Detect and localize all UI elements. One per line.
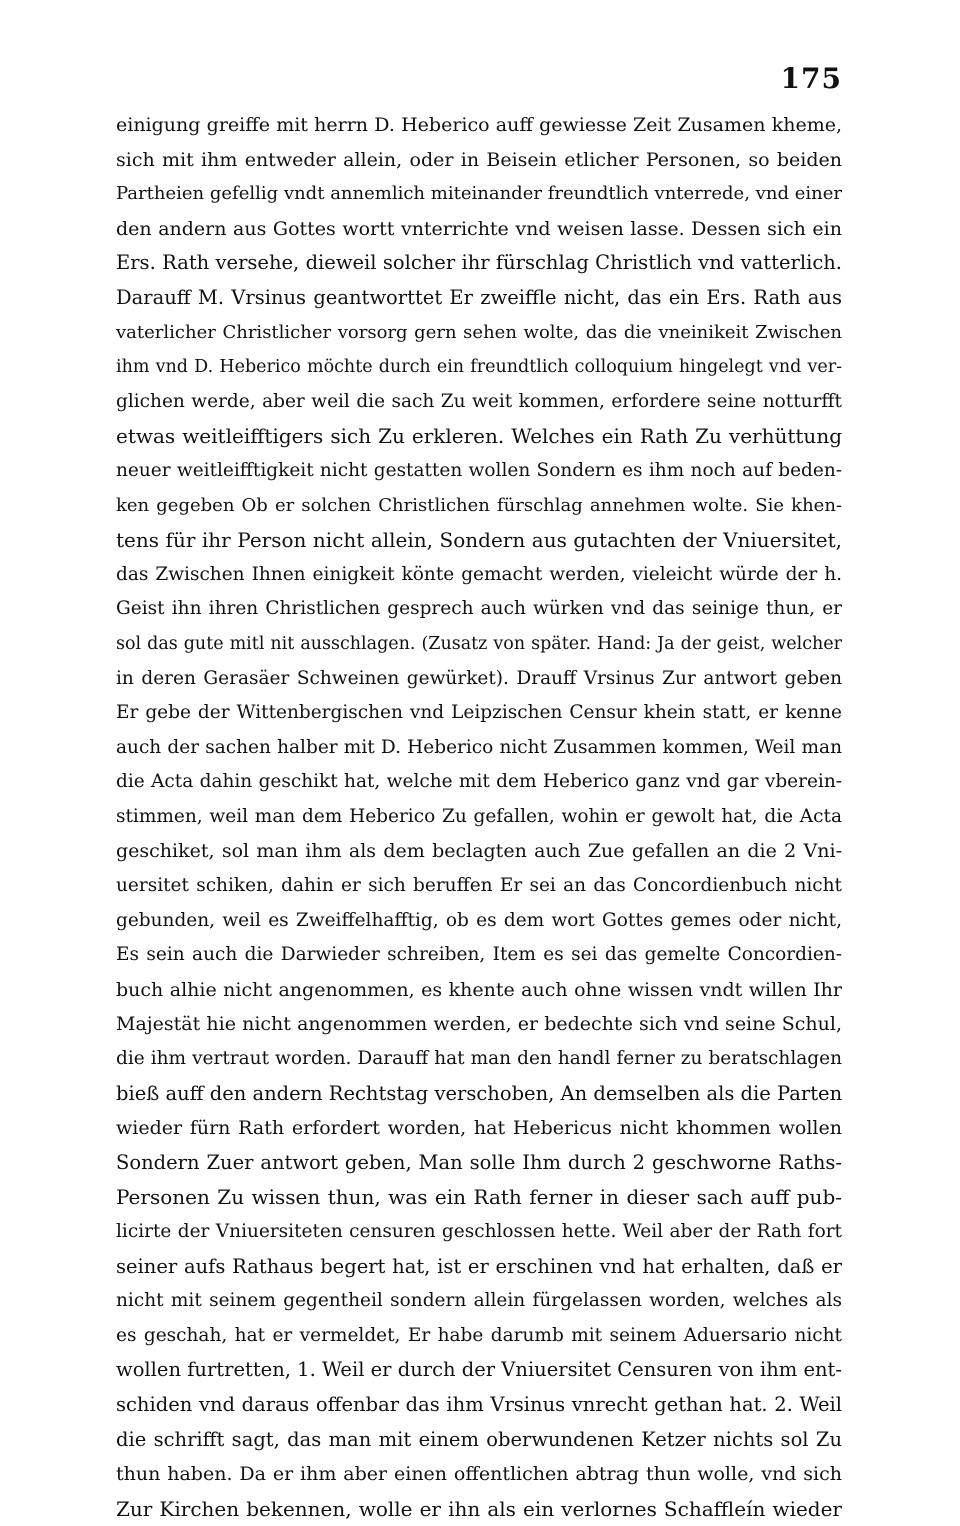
text-line: die Acta dahin geschikt hat, welche mit dem Heberico ganz vnd gar vberein- (116, 771, 842, 793)
text-line: sol das gute mitl nit ausschlagen. (Zusatz von später. Hand: Ja der geist, welcher (116, 633, 842, 654)
text-line: wollen furtretten, 1. Weil er durch der Vniuersitet Censuren von ihm ent- (116, 1358, 842, 1382)
page-number: 175 (780, 62, 842, 95)
text-line: uersitet schiken, dahin er sich beruffen Er sei an das Concordienbuch nicht (116, 875, 842, 897)
text-line: Partheien gefellig vndt annemlich miteinander freundtlich vnterrede, vnd einer (116, 183, 842, 205)
text-line: Sondern Zuer antwort geben, Man solle Ihm durch 2 geschworne Raths- (116, 1150, 842, 1174)
text-line: seiner aufs Rathaus begert hat, ist er erschinen vnd hat erhalten, daß er (116, 1254, 842, 1278)
text-line: Personen Zu wissen thun, was ein Rath ferner in dieser sach auff pub- (116, 1185, 842, 1210)
text-line: Darauff M. Vrsinus geantworttet Er zweiffle nicht, das ein Ers. Rath aus (116, 285, 842, 309)
text-line: einigung greiffe mit herrn D. Heberico auff gewiesse Zeit Zusamen kheme, (116, 114, 842, 136)
text-line: in deren Gerasäer Schweinen gewürket). Drauff Vrsinus Zur antwort geben (116, 667, 842, 689)
text-line: Er gebe der Wittenbergischen vnd Leipzischen Censur khein statt, er kenne (116, 702, 842, 724)
text-line: ken gegeben Ob er solchen Christlichen fürschlag annehmen wolte. Sie khen- (116, 494, 842, 516)
text-line: das Zwischen Ihnen einigkeit könte gemacht werden, vieleicht würde der h. (116, 563, 842, 585)
text-line: nicht mit seinem gegentheil sondern allein fürgelassen worden, welches als (116, 1290, 842, 1312)
text-line: die ihm vertraut worden. Darauff hat man den handl ferner zu beratschlagen (116, 1048, 842, 1070)
text-line: Es sein auch die Darwieder schreiben, Item es sei das gemelte Concordien- (116, 944, 842, 966)
text-line: buch alhie nicht angenommen, es khente auch ohne wissen vndt willen Ihr (116, 978, 842, 1001)
text-line: neuer weitleifftigkeit nicht gestatten wollen Sondern es ihm noch auf beden- (116, 459, 842, 481)
text-line: auch der sachen halber mit D. Heberico nicht Zusammen kommen, Weil man (116, 736, 842, 758)
text-line: geschiket, sol man ihm als dem beclagten auch Zue gefallen an die 2 Vni- (116, 840, 842, 863)
text-line: glichen werde, aber weil die sach Zu weit kommen, erfordere seine notturfft (116, 390, 842, 412)
text-line: den andern aus Gottes wortt vnterrichte vnd weisen lasse. Dessen sich ein (116, 217, 842, 240)
text-line: Majestät hie nicht angenommen werden, er bedechte sich vnd seine Schul, (116, 1013, 842, 1036)
text-line: sich mit ihm entweder allein, oder in Beisein etlicher Personen, so beiden (116, 148, 842, 171)
text-line: Ers. Rath versehe, dieweil solcher ihr fürschlag Christlich vnd vatterlich. (116, 251, 842, 275)
text-line: thun haben. Da er ihm aber einen offentlichen abtrag thun wolle, vnd sich (116, 1463, 842, 1486)
text-line: es geschah, hat er vermeldet, Er habe darumb mit seinem Aduersario nicht (116, 1324, 842, 1346)
text-line: die schrifft sagt, das man mit einem oberwundenen Ketzer nichts sol Zu (116, 1427, 842, 1451)
body-text (116, 108, 842, 1526)
text-line: stimmen, weil man dem Heberico Zu gefallen, wohin er gewolt hat, die Acta (116, 805, 842, 827)
text-line: wieder fürn Rath erfordert worden, hat Hebericus nicht khommen wollen (116, 1117, 842, 1140)
text-line: etwas weitleifftigers sich Zu erkleren. Welches ein Rath Zu verhüttung (116, 424, 842, 449)
text-line: bieß auff den andern Rechtstag verschoben, An demselben als die Parten (116, 1081, 842, 1105)
text-line: schiden vnd daraus offenbar das ihm Vrsinus vnrecht gethan hat. 2. Weil (116, 1392, 842, 1416)
text-line: licirte der Vniuersiteten censuren geschlossen hette. Weil aber der Rath fort (116, 1221, 842, 1242)
text-line: Geist ihn ihren Christlichen gesprech auch würken vnd das seinige thun, er (116, 598, 842, 620)
text-line: gebunden, weil es Zweiffelhafftig, ob es dem wort Gottes gemes oder nicht, (116, 909, 842, 931)
text-line: tens für ihr Person nicht allein, Sondern aus gutachten der Vniuersitet, (116, 528, 842, 553)
text-line: vaterlicher Christlicher vorsorg gern sehen wolte, das die vneinikeit Zwischen (116, 321, 842, 343)
text-line: Zur Kirchen bekennen, wolle er ihn als ein verlornes Schaffleín wieder (116, 1496, 842, 1521)
text-line: ihm vnd D. Heberico möchte durch ein freundtlich colloquium hingelegt vnd ver- (116, 357, 842, 378)
